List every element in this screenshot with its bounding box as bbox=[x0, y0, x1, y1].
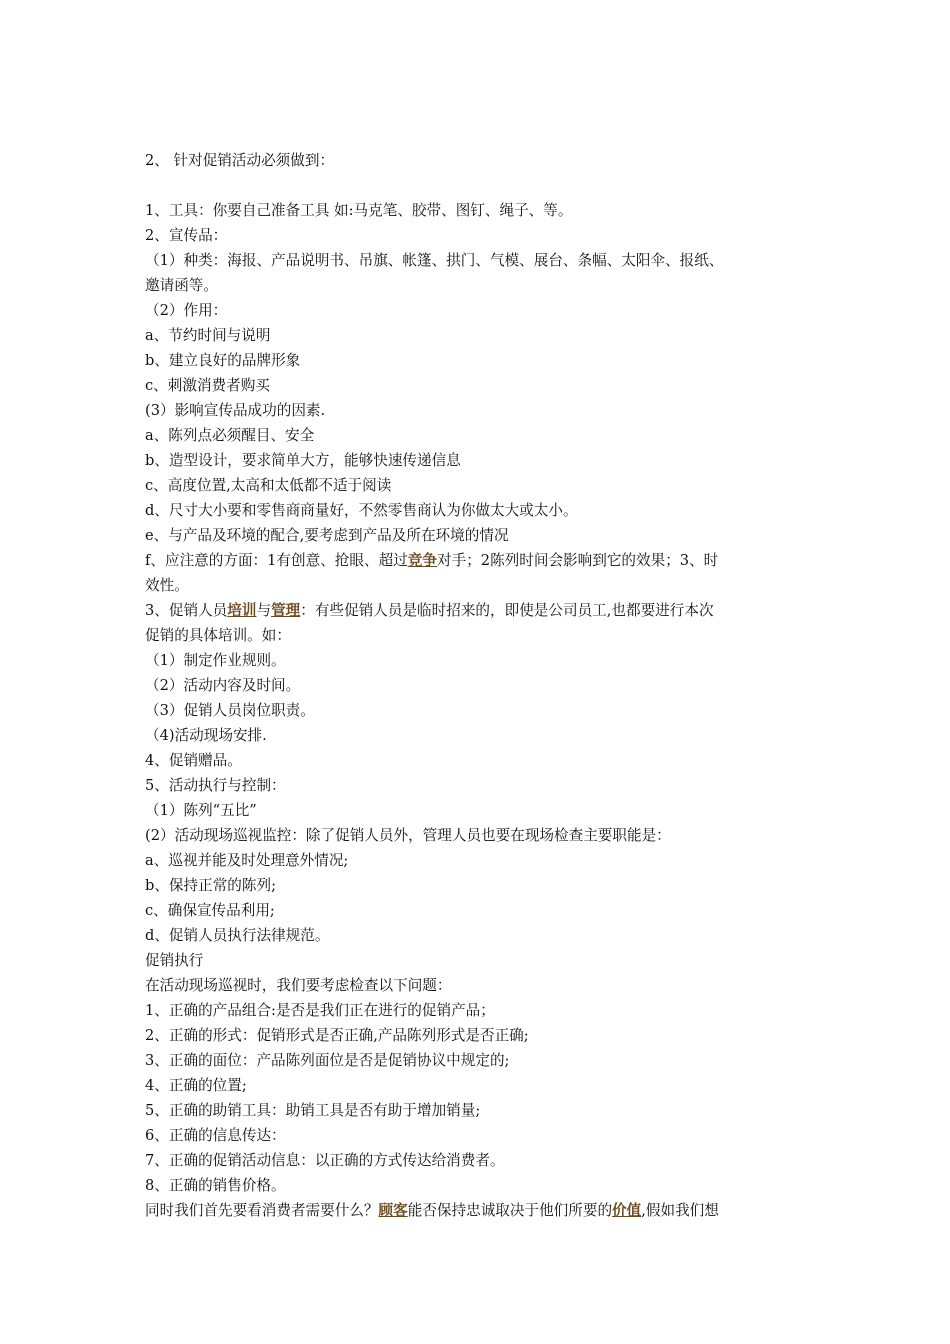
text-line: 5、正确的助销工具：助销工具是否有助于增加销量; bbox=[145, 1102, 481, 1119]
text-line: 在活动现场巡视时，我们要考虑检查以下问题： bbox=[145, 977, 452, 994]
text-line bbox=[145, 548, 815, 573]
text-segment: 与 bbox=[256, 602, 272, 619]
text-line: c、高度位置,太高和太低都不适于阅读 bbox=[145, 477, 392, 494]
text-line: 3、正确的面位：产品陈列面位是否是促销协议中规定的; bbox=[145, 1052, 510, 1069]
text-segment: 能否保持忠诚取决于他们所要的 bbox=[407, 1202, 613, 1219]
section-heading: 2、 针对促销活动必须做到： bbox=[145, 152, 335, 169]
text-line bbox=[145, 598, 815, 623]
text-segment: 同时我们首先要看消费者需要什么？ bbox=[145, 1202, 379, 1219]
text-line: 8、正确的销售价格。 bbox=[145, 1177, 286, 1194]
keyword-link[interactable]: 竞争 bbox=[407, 552, 437, 569]
text-line: a、节约时间与说明 bbox=[145, 327, 271, 344]
text-line bbox=[145, 1198, 815, 1223]
text-line: a、巡视并能及时处理意外情况; bbox=[145, 852, 349, 869]
text-line: 1、工具：你要自己准备工具 如:马克笔、胶带、图钉、绳子、等。 bbox=[145, 202, 573, 219]
keyword-link[interactable]: 价值 bbox=[612, 1202, 642, 1219]
text-line: 2、正确的形式：促销形式是否正确,产品陈列形式是否正确; bbox=[145, 1027, 529, 1044]
text-segment: f、应注意的方面：1有创意、抢眼、超过 bbox=[145, 552, 408, 569]
text-line: （2）活动内容及时间。 bbox=[145, 677, 301, 694]
text-line: （4)活动现场安排. bbox=[145, 727, 267, 744]
text-line: 1、正确的产品组合:是否是我们正在进行的促销产品； bbox=[145, 1002, 495, 1019]
text-line: 邀请函等。 bbox=[145, 277, 218, 294]
text-line: e、与产品及环境的配合,要考虑到产品及所在环境的情况 bbox=[145, 527, 509, 544]
text-line: b、保持正常的陈列; bbox=[145, 877, 277, 894]
keyword-link[interactable]: 培训 bbox=[227, 602, 257, 619]
keyword-link[interactable]: 管理 bbox=[271, 602, 301, 619]
text-line: 5、活动执行与控制： bbox=[145, 777, 286, 794]
text-line: c、确保宣传品利用; bbox=[145, 902, 275, 919]
text-line: (3）影响宣传品成功的因素. bbox=[145, 402, 326, 419]
text-line: a、陈列点必须醒目、安全 bbox=[145, 427, 315, 444]
text-line: 6、正确的信息传达： bbox=[145, 1127, 286, 1144]
text-line: 效性。 bbox=[145, 577, 189, 594]
text-line: （1）种类：海报、产品说明书、吊旗、帐篷、拱门、气模、展台、条幅、太阳伞、报纸、 bbox=[145, 252, 724, 269]
text-line: c、刺激消费者购买 bbox=[145, 377, 270, 394]
text-segment: ：有些促销人员是临时招来的，即使是公司员工,也都要进行本次 bbox=[300, 602, 714, 619]
text-line: d、尺寸大小要和零售商商量好，不然零售商认为你做太大或太小。 bbox=[145, 502, 578, 519]
text-line: 2、宣传品： bbox=[145, 227, 228, 244]
text-line: （1）陈列“五比” bbox=[145, 802, 257, 819]
text-line: d、促销人员执行法律规范。 bbox=[145, 927, 330, 944]
text-line: （3）促销人员岗位职责。 bbox=[145, 702, 315, 719]
text-segment: ,假如我们想 bbox=[641, 1202, 719, 1219]
text-line: 4、正确的位置; bbox=[145, 1077, 247, 1094]
text-segment: 对手；2陈列时间会影响到它的效果；3、时 bbox=[437, 552, 719, 569]
text-line: 促销执行 bbox=[145, 952, 204, 969]
text-line: b、造型设计，要求简单大方，能够快速传递信息 bbox=[145, 452, 461, 469]
text-line: (2）活动现场巡视监控：除了促销人员外，管理人员也要在现场检查主要职能是： bbox=[145, 827, 671, 844]
text-line: 7、正确的促销活动信息：以正确的方式传达给消费者。 bbox=[145, 1152, 505, 1169]
text-line: b、建立良好的品牌形象 bbox=[145, 352, 301, 369]
text-line: （1）制定作业规则。 bbox=[145, 652, 286, 669]
keyword-link[interactable]: 顾客 bbox=[378, 1202, 408, 1219]
text-line: 4、促销赠品。 bbox=[145, 752, 242, 769]
text-line: （2）作用： bbox=[145, 302, 228, 319]
text-segment: 3、促销人员 bbox=[145, 602, 228, 619]
text-line: 促销的具体培训。如： bbox=[145, 627, 291, 644]
